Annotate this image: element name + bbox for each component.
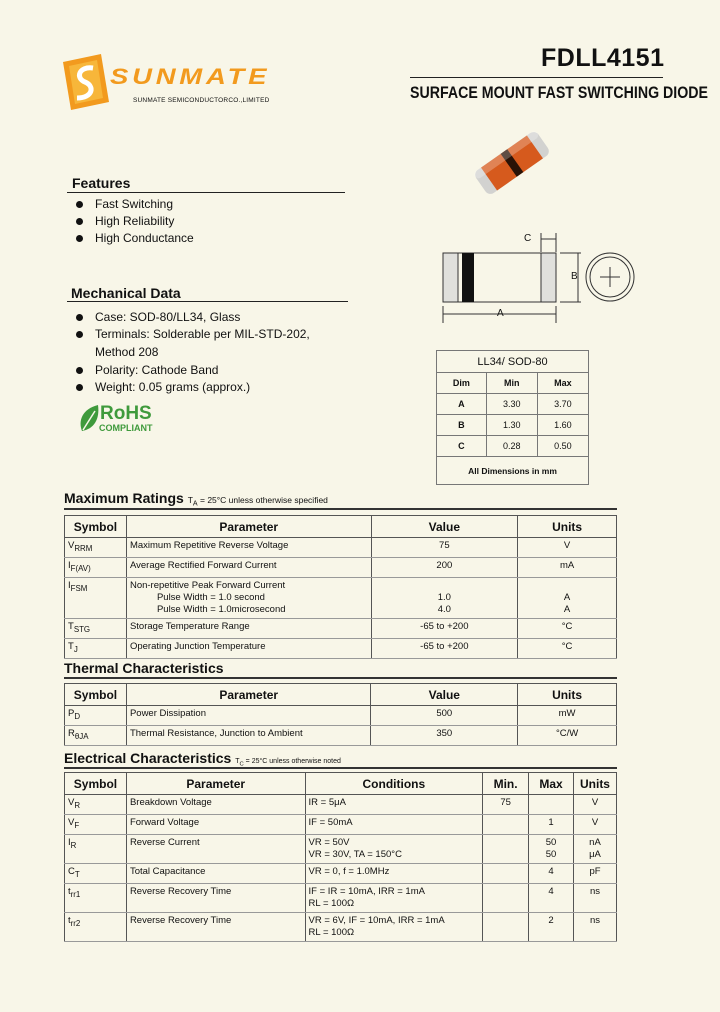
- list-item: Terminals: Solderable per MIL-STD-202,: [70, 326, 310, 343]
- dimension-drawing-icon: [436, 228, 636, 328]
- part-number: FDLL4151: [541, 44, 665, 72]
- units-header: Units: [518, 516, 617, 538]
- brand-wordmark: SUNMATE: [110, 64, 271, 89]
- min-cell: 3.30: [486, 394, 537, 415]
- table-row: $V_{RRM}$ Maximum Repetitive Reverse Voltage 75 V: [65, 538, 617, 558]
- table-row: $R_{\theta JA}$ Thermal Resistance, Junction to Ambient 350 °C/W: [65, 725, 617, 745]
- list-item: High Conductance: [70, 230, 194, 247]
- table-row: [437, 436, 589, 457]
- features-title: Features: [72, 175, 131, 191]
- list-item: Weight: 0.05 grams (approx.): [70, 379, 310, 396]
- dimension-table: [436, 350, 589, 485]
- table-row: $I_R$ Reverse Current VR = 50V VR = 30V, TA = 150°C 50 50 nA μA: [65, 834, 617, 863]
- conditions-header: Conditions: [305, 773, 483, 795]
- bullet-icon: [76, 235, 83, 242]
- rohs-compliant-label: COMPLIANT: [99, 423, 153, 433]
- parameter-header: Parameter: [126, 684, 371, 706]
- parameter-header: Parameter: [126, 773, 305, 795]
- list-item: Case: SOD-80/LL34, Glass: [70, 309, 310, 326]
- table-row: $C_T$ Total Capacitance VR = 0, f = 1.0MHz 4 pF: [65, 863, 617, 883]
- min-cell: 1.30: [486, 415, 537, 436]
- dim-label-a: A: [497, 308, 504, 319]
- max-cell: 3.70: [537, 394, 588, 415]
- dimension-table-footer: All Dimensions in mm: [437, 457, 589, 485]
- value-header: Value: [371, 516, 518, 538]
- table-row: $I_{F(AV)}$ Average Rectified Forward Current 200 mA: [65, 557, 617, 577]
- max-cell: 0.50: [537, 436, 588, 457]
- table-row: $I_{FSM}$ Non-repetitive Peak Forward Current Pulse Width = 1.0 second Pulse Width = 1.0microsecond 1.0 4.0 A A: [65, 577, 617, 618]
- units-header: Units: [573, 773, 616, 795]
- parameter-header: Parameter: [126, 516, 371, 538]
- table-row: $T_J$ Operating Junction Temperature -65 to +200 °C: [65, 638, 617, 658]
- product-subtitle: SURFACE MOUNT FAST SWITCHING DIODE: [410, 84, 708, 102]
- electrical-condition: $T_C = 25^\circ C$ unless otherwise noted: [235, 758, 341, 768]
- dim-label-c: C: [524, 233, 532, 244]
- dim-cell: B: [437, 415, 487, 436]
- table-row: [437, 415, 589, 436]
- list-item: High Reliability: [70, 213, 194, 230]
- max-header: Max: [529, 773, 574, 795]
- max-ratings-condition: $T_A = 25^\circ C$ unless otherwise specified: [187, 495, 328, 508]
- features-rule: [67, 192, 345, 193]
- rohs-label: RoHS: [100, 403, 152, 424]
- dimension-table-title: LL34/ SOD-80: [437, 351, 589, 373]
- features-list: [70, 196, 194, 247]
- electrical-table: [64, 772, 617, 942]
- dim-label-b: B: [571, 271, 578, 282]
- bullet-icon: [76, 331, 83, 338]
- units-header: Units: [518, 684, 617, 706]
- max-header: Max: [537, 373, 588, 394]
- header-rule: [410, 77, 663, 78]
- thermal-rule: [64, 677, 617, 679]
- max-ratings-table: [64, 515, 617, 659]
- mechanical-list: [70, 309, 310, 396]
- bullet-icon: [76, 314, 83, 321]
- min-cell: 0.28: [486, 436, 537, 457]
- bullet-icon: [76, 218, 83, 225]
- thermal-table: [64, 683, 617, 746]
- mechanical-rule: [67, 301, 348, 302]
- electrical-rule: [64, 767, 617, 769]
- brand-full-name: SUNMATE SEMICONDUCTORCO.,LIMITED: [133, 97, 270, 104]
- list-item: Fast Switching: [70, 196, 194, 213]
- bullet-icon: [76, 367, 83, 374]
- table-row: $t_{rr1}$ Reverse Recovery Time IF = IR = 10mA, IRR = 1mA RL = 100Ω 4 ns: [65, 883, 617, 912]
- table-row: $T_{STG}$ Storage Temperature Range -65 to +200 °C: [65, 618, 617, 638]
- bullet-icon: [76, 201, 83, 208]
- list-item: Polarity: Cathode Band: [70, 362, 310, 379]
- min-header: Min.: [483, 773, 529, 795]
- dim-header: Dim: [437, 373, 487, 394]
- list-item-continuation: Method 208: [95, 345, 159, 359]
- symbol-header: Symbol: [65, 684, 127, 706]
- dim-cell: A: [437, 394, 487, 415]
- diode-photo-icon: [462, 118, 562, 213]
- package-outline-drawing: [436, 228, 636, 333]
- table-row: [437, 394, 589, 415]
- table-row: $V_F$ Forward Voltage IF = 50mA 1 V: [65, 814, 617, 834]
- mechanical-title: Mechanical Data: [71, 285, 181, 301]
- dim-cell: C: [437, 436, 487, 457]
- symbol-header: Symbol: [65, 516, 127, 538]
- electrical-title: Electrical Characteristics $T_C = 25^\circ C$ unless otherwise noted: [64, 750, 341, 768]
- max-ratings-title: Maximum Ratings $T_A = 25^\circ C$ unless otherwise specified: [64, 490, 328, 508]
- value-header: Value: [371, 684, 518, 706]
- table-row: $V_R$ Breakdown Voltage IR = 5μA 75 V: [65, 795, 617, 815]
- max-ratings-rule: [64, 508, 617, 510]
- package-photo: [462, 118, 562, 218]
- table-row: $P_D$ Power Dissipation 500 mW: [65, 706, 617, 726]
- bullet-icon: [76, 384, 83, 391]
- max-cell: 1.60: [537, 415, 588, 436]
- table-row: $t_{rr2}$ Reverse Recovery Time VR = 6V, IF = 10mA, IRR = 1mA RL = 100Ω 2 ns: [65, 912, 617, 941]
- min-header: Min: [486, 373, 537, 394]
- symbol-header: Symbol: [65, 773, 127, 795]
- thermal-title: Thermal Characteristics: [64, 660, 224, 676]
